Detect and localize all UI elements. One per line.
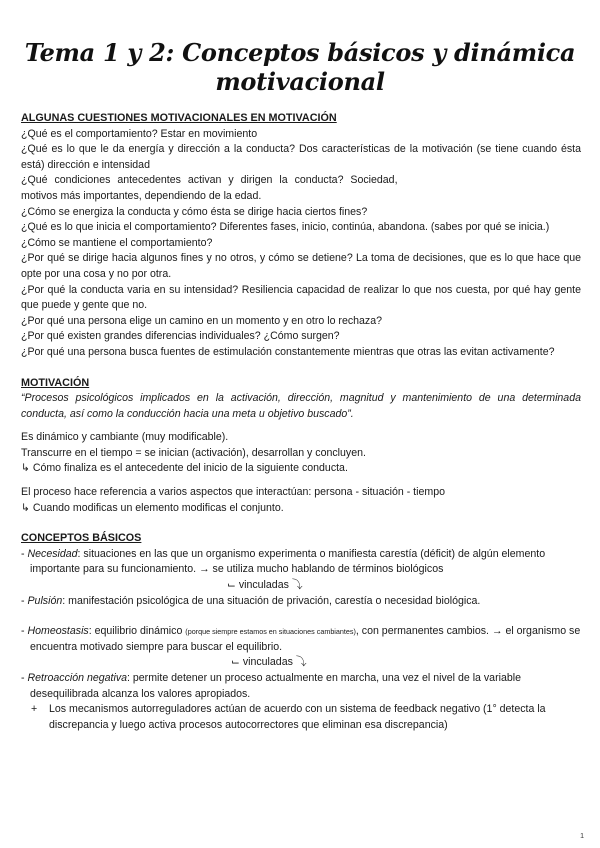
question-line: ¿Por qué la conducta varia en su intensidad? Resiliencia capacidad de realizar lo que nos cuesta, por qué hay gente que puede y gente que no.	[21, 283, 581, 312]
concept-text: : manifestación psicológica de una situación de privación, carestía o necesidad biológica.	[62, 594, 481, 607]
concept-text: : equilibrio dinámico	[88, 625, 186, 638]
concept-pulsion: - Pulsión: manifestación psicológica de una situación de privación, carestía o necesidad biológica.	[21, 594, 481, 607]
concept-text: : permite detener un proceso actualmente en marcha, una vez el nivel de la variable desequilibrada alcanza los valores apropiados.	[30, 672, 521, 700]
page-number: 1	[580, 833, 584, 840]
concept-text: : situaciones en las que un organismo experimenta o manifiesta carestía (déficit) de algún elemento importante para su funcionamiento. → se utiliza mucho hablando de términos biológicos	[30, 547, 546, 576]
section-heading-cuestiones: ALGUNAS CUESTIONES MOTIVACIONALES EN MOTIVACIÓN	[21, 112, 337, 124]
question-line: ¿Cómo se energiza la conducta y cómo ésta se dirige hacia ciertos fines?	[21, 205, 368, 218]
bullet-item	[21, 702, 581, 733]
question-line: ¿Cómo se mantiene el comportamiento?	[21, 236, 213, 249]
motivation-line: El proceso hace referencia a varios aspectos que interactúan: persona - situación - tiempo	[21, 486, 445, 499]
bullet-text: Los mecanismos autorreguladores actúan de acuerdo con un sistema de feedback negativo (1° detecta la discrepancia y luego activa procesos autocorrectores que eliminan esa discrepancia)	[49, 703, 546, 731]
question-line: ¿Qué es lo que inicia el comportamiento? Diferentes fases, inicio, continúa, abandona. (sabes por qué se inicia.)	[21, 221, 550, 234]
concept-term: Retroacción negativa	[27, 672, 128, 684]
motivation-line: Transcurre en el tiempo = se inician (activación), desarrollan y concluyen.	[21, 446, 366, 459]
concept-retroaccion: - Retroacción negativa: permite detener un proceso actualmente en marcha, una vez el nivel de la variable desequilibrada alcanza los valores apropiados.	[21, 672, 521, 700]
definition-quote: “Procesos psicológicos implicados en la activación, dirección, magnitud y mantenimiento de una determinada conducta, así como la conducción hacia una meta u objetivo buscado”.	[21, 392, 581, 420]
vinculadas-note: ⌙ vinculadas ⤵	[227, 579, 303, 592]
concept-homeostasis: - Homeostasis: equilibrio dinámico (porque siempre estamos en situaciones cambiantes), con permanentes cambios. → el organismo se encuentra motivado siempre para buscar el equilibrio.	[21, 625, 581, 653]
question-line: ¿Por qué una persona elige un camino en un momento y en otro lo rechaza?	[21, 314, 382, 327]
question-line: ¿Qué es lo que le da energía y dirección a la conducta? Dos características de la motivación (se tiene cuando ésta está) dirección e intensidad	[21, 143, 581, 171]
concept-text: , con permanentes cambios. → el organismo se encuentra motivado siempre para buscar el equilibrio.	[30, 625, 581, 653]
question-line: ¿Por qué se dirige hacia algunos fines y no otros, y cómo se detiene? La toma de decisiones, que es lo que hace que opte por una cosa y no por otra.	[21, 252, 581, 280]
motivation-line: ↳ Cómo finaliza es el antecedente del inicio de la siguiente conducta.	[21, 462, 348, 475]
question-line: ¿Por qué una persona busca fuentes de estimulación constantemente mientras que otras las evitan activamente?	[21, 345, 555, 358]
question-line: ¿Qué condiciones antecedentes activan y dirigen la conducta? Sociedad,	[21, 174, 398, 187]
question-line: ¿Qué es el comportamiento? Estar en movimiento	[21, 127, 258, 140]
document-body	[21, 111, 581, 733]
question-line: ¿Por qué existen grandes diferencias individuales? ¿Cómo surgen?	[21, 330, 340, 343]
motivation-line: ↳ Cuando modificas un elemento modificas el conjunto.	[21, 501, 284, 514]
plus-bullet: +	[31, 703, 38, 716]
vinculadas-note: ⌙ vinculadas ⤵	[231, 656, 307, 669]
page-title: Tema 1 y 2: Conceptos básicos y dinámica motivacional	[24, 38, 576, 96]
section-heading-conceptos: CONCEPTOS BÁSICOS	[21, 532, 142, 545]
concept-term: Necesidad	[27, 547, 78, 560]
motivation-line: Es dinámico y cambiante (muy modificable).	[21, 431, 229, 444]
question-line: motivos más importantes, dependiendo de la edad.	[21, 189, 262, 202]
concept-term: Homeostasis	[27, 625, 89, 638]
concept-term: Pulsión	[27, 594, 63, 607]
section-heading-motivacion: MOTIVACIÓN	[21, 376, 90, 389]
concept-aside: (porque siempre estamos en situaciones cambiantes)	[185, 627, 356, 637]
concept-necesidad: - Necesidad: situaciones en las que un organismo experimenta o manifiesta carestía (déficit) de algún elemento importante para su funcionamiento. → se utiliza mucho hablando de términos biológicos	[21, 547, 546, 576]
